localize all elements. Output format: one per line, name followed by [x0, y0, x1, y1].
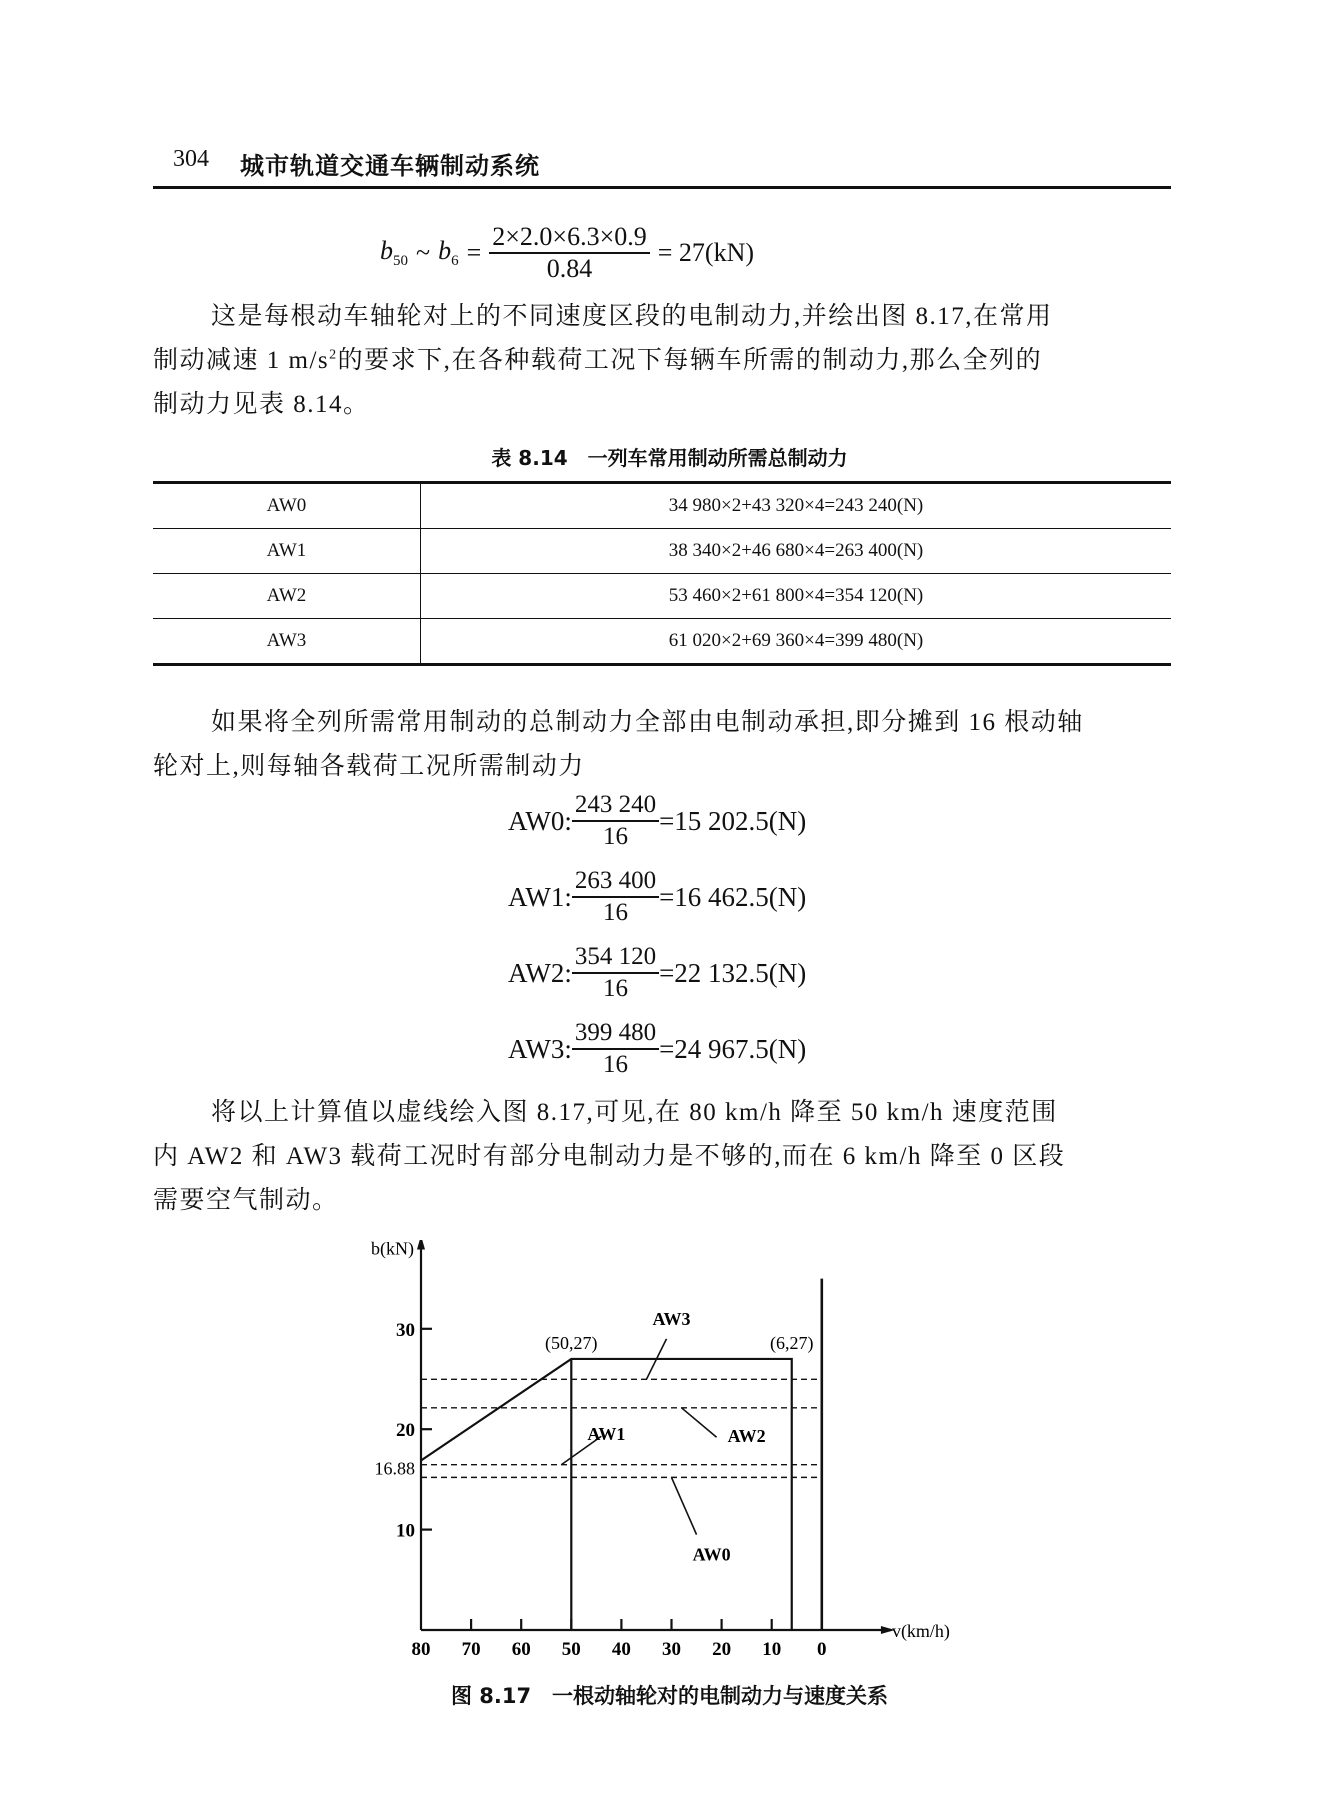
series-label-aw3: AW3 [652, 1308, 691, 1329]
fraction [572, 942, 659, 1004]
denominator: 16 [602, 975, 628, 1002]
denominator: 16 [602, 1051, 628, 1078]
value-cell: 34 980×2+43 320×4=243 240(N) [668, 495, 924, 516]
paragraph-line: 内 AW2 和 AW3 载荷工况时有部分电制动力是不够的,而在 6 km/h 降至 0 区段 [153, 1143, 1066, 1170]
braking-force-table [153, 481, 1171, 666]
numerator: 2×2.0×6.3×0.9 [489, 222, 650, 254]
paragraph-line: 如果将全列所需常用制动的总制动力全部由电制动承担,即分摊到 16 根动轴 [211, 709, 1084, 736]
header-rule [153, 186, 1171, 189]
x-tick-label: 30 [662, 1639, 681, 1660]
x-tick-label: 70 [461, 1639, 481, 1660]
x-tick-label: 50 [561, 1639, 581, 1660]
equation-aw3 [508, 1018, 806, 1080]
eq-label: AW1: [508, 881, 572, 912]
eq-label: AW2: [508, 957, 572, 988]
table-row [153, 483, 1171, 529]
load-cell: AW0 [153, 483, 421, 529]
paragraph-line [153, 340, 1171, 376]
load-cell: AW3 [153, 619, 421, 665]
value-cell: 53 460×2+61 800×4=354 120(N) [421, 574, 1172, 619]
load-cell: AW2 [153, 574, 421, 619]
x-tick-label: 40 [611, 1639, 631, 1660]
text: 的要求下,在各种载荷工况下每辆车所需的制动力,那么全列的 [337, 347, 1043, 374]
paragraph-line: 制动力见表 8.14。 [153, 391, 370, 418]
y-tick-label: 10 [396, 1520, 415, 1542]
table-row [153, 529, 1171, 574]
eq-label: AW3: [508, 1033, 572, 1064]
var-b: b [380, 235, 393, 265]
y-axis-arrow-icon [417, 1240, 425, 1249]
brake-force-speed-chart [340, 1240, 990, 1670]
numerator: 243 240 [572, 790, 659, 822]
running-header-title: 城市轨道交通车辆制动系统 [240, 152, 540, 180]
table-caption: 表 8.14 一列车常用制动所需总制动力 [491, 446, 848, 470]
value-cell: 61 020×2+69 360×4=399 480(N) [421, 619, 1172, 665]
paragraph-line: 这是每根动车轴轮对上的不同速度区段的电制动力,并绘出图 8.17,在常用 [211, 303, 1053, 330]
fraction [572, 866, 659, 928]
numerator: 399 480 [572, 1018, 659, 1050]
sub-6: 6 [451, 253, 459, 270]
formula-b50-b6 [380, 222, 754, 284]
leader-line [682, 1408, 717, 1437]
var-b: b [438, 235, 452, 265]
page-number: 304 [173, 146, 209, 172]
point-annotation: (6,27) [769, 1332, 814, 1353]
x-tick-label: 10 [762, 1639, 782, 1660]
series-label-aw0: AW0 [692, 1544, 731, 1565]
paragraph-line: 需要空气制动。 [153, 1187, 339, 1214]
tilde: ~ [416, 238, 431, 267]
eq-result: =16 462.5(N) [659, 881, 807, 912]
y-tick-label: 30 [396, 1319, 415, 1341]
formula-lhs [380, 236, 408, 270]
fraction [572, 1018, 659, 1080]
text: 制动减速 1 m/s [153, 347, 330, 374]
paragraph-line: 轮对上,则每轴各载荷工况所需制动力 [153, 753, 585, 780]
x-tick-label: 20 [712, 1639, 732, 1660]
eq-result: =24 967.5(N) [659, 1033, 807, 1064]
numerator: 263 400 [572, 866, 659, 898]
leader-line [672, 1477, 697, 1534]
formula-result: = 27(kN) [657, 238, 755, 267]
eq-result: =15 202.5(N) [659, 805, 807, 836]
superscript: 2 [329, 347, 338, 363]
y-tick-label-16.88: 16.88 [374, 1458, 415, 1479]
eq-result: =22 132.5(N) [659, 957, 807, 988]
equals: = [466, 238, 482, 267]
value-cell: 38 340×2+46 680×4=263 400(N) [421, 529, 1172, 574]
denominator: 16 [602, 899, 628, 926]
numerator: 354 120 [572, 942, 659, 974]
equation-aw0 [508, 790, 806, 852]
eq-label: AW0: [508, 805, 572, 836]
point-annotation: (50,27) [545, 1332, 598, 1353]
denominator: 0.84 [546, 254, 593, 283]
table-row [153, 619, 1171, 665]
x-tick-label: 80 [411, 1639, 431, 1660]
series-label-aw1: AW1 [587, 1424, 626, 1445]
series-label-aw2: AW2 [727, 1426, 766, 1447]
fraction [572, 790, 659, 852]
paragraph-line: 将以上计算值以虚线绘入图 8.17,可见,在 80 km/h 降至 50 km/h 速度范围 [211, 1099, 1058, 1126]
x-tick-label: 60 [511, 1639, 531, 1660]
y-tick-label: 20 [396, 1420, 415, 1442]
sub-50: 50 [393, 253, 408, 270]
y-axis-label: b(kN) [371, 1240, 414, 1259]
fraction [489, 222, 650, 284]
electric-brake-curve [421, 1359, 792, 1630]
table-row [153, 574, 1171, 619]
equation-aw1 [508, 866, 806, 928]
x-tick-label: 0 [817, 1639, 827, 1660]
equation-aw2 [508, 942, 806, 1004]
load-cell: AW1 [153, 529, 421, 574]
denominator: 16 [602, 823, 628, 850]
x-axis-label: v(km/h) [891, 1621, 950, 1641]
figure-caption: 图 8.17 一根动轴轮对的电制动力与速度关系 [450, 1684, 889, 1708]
